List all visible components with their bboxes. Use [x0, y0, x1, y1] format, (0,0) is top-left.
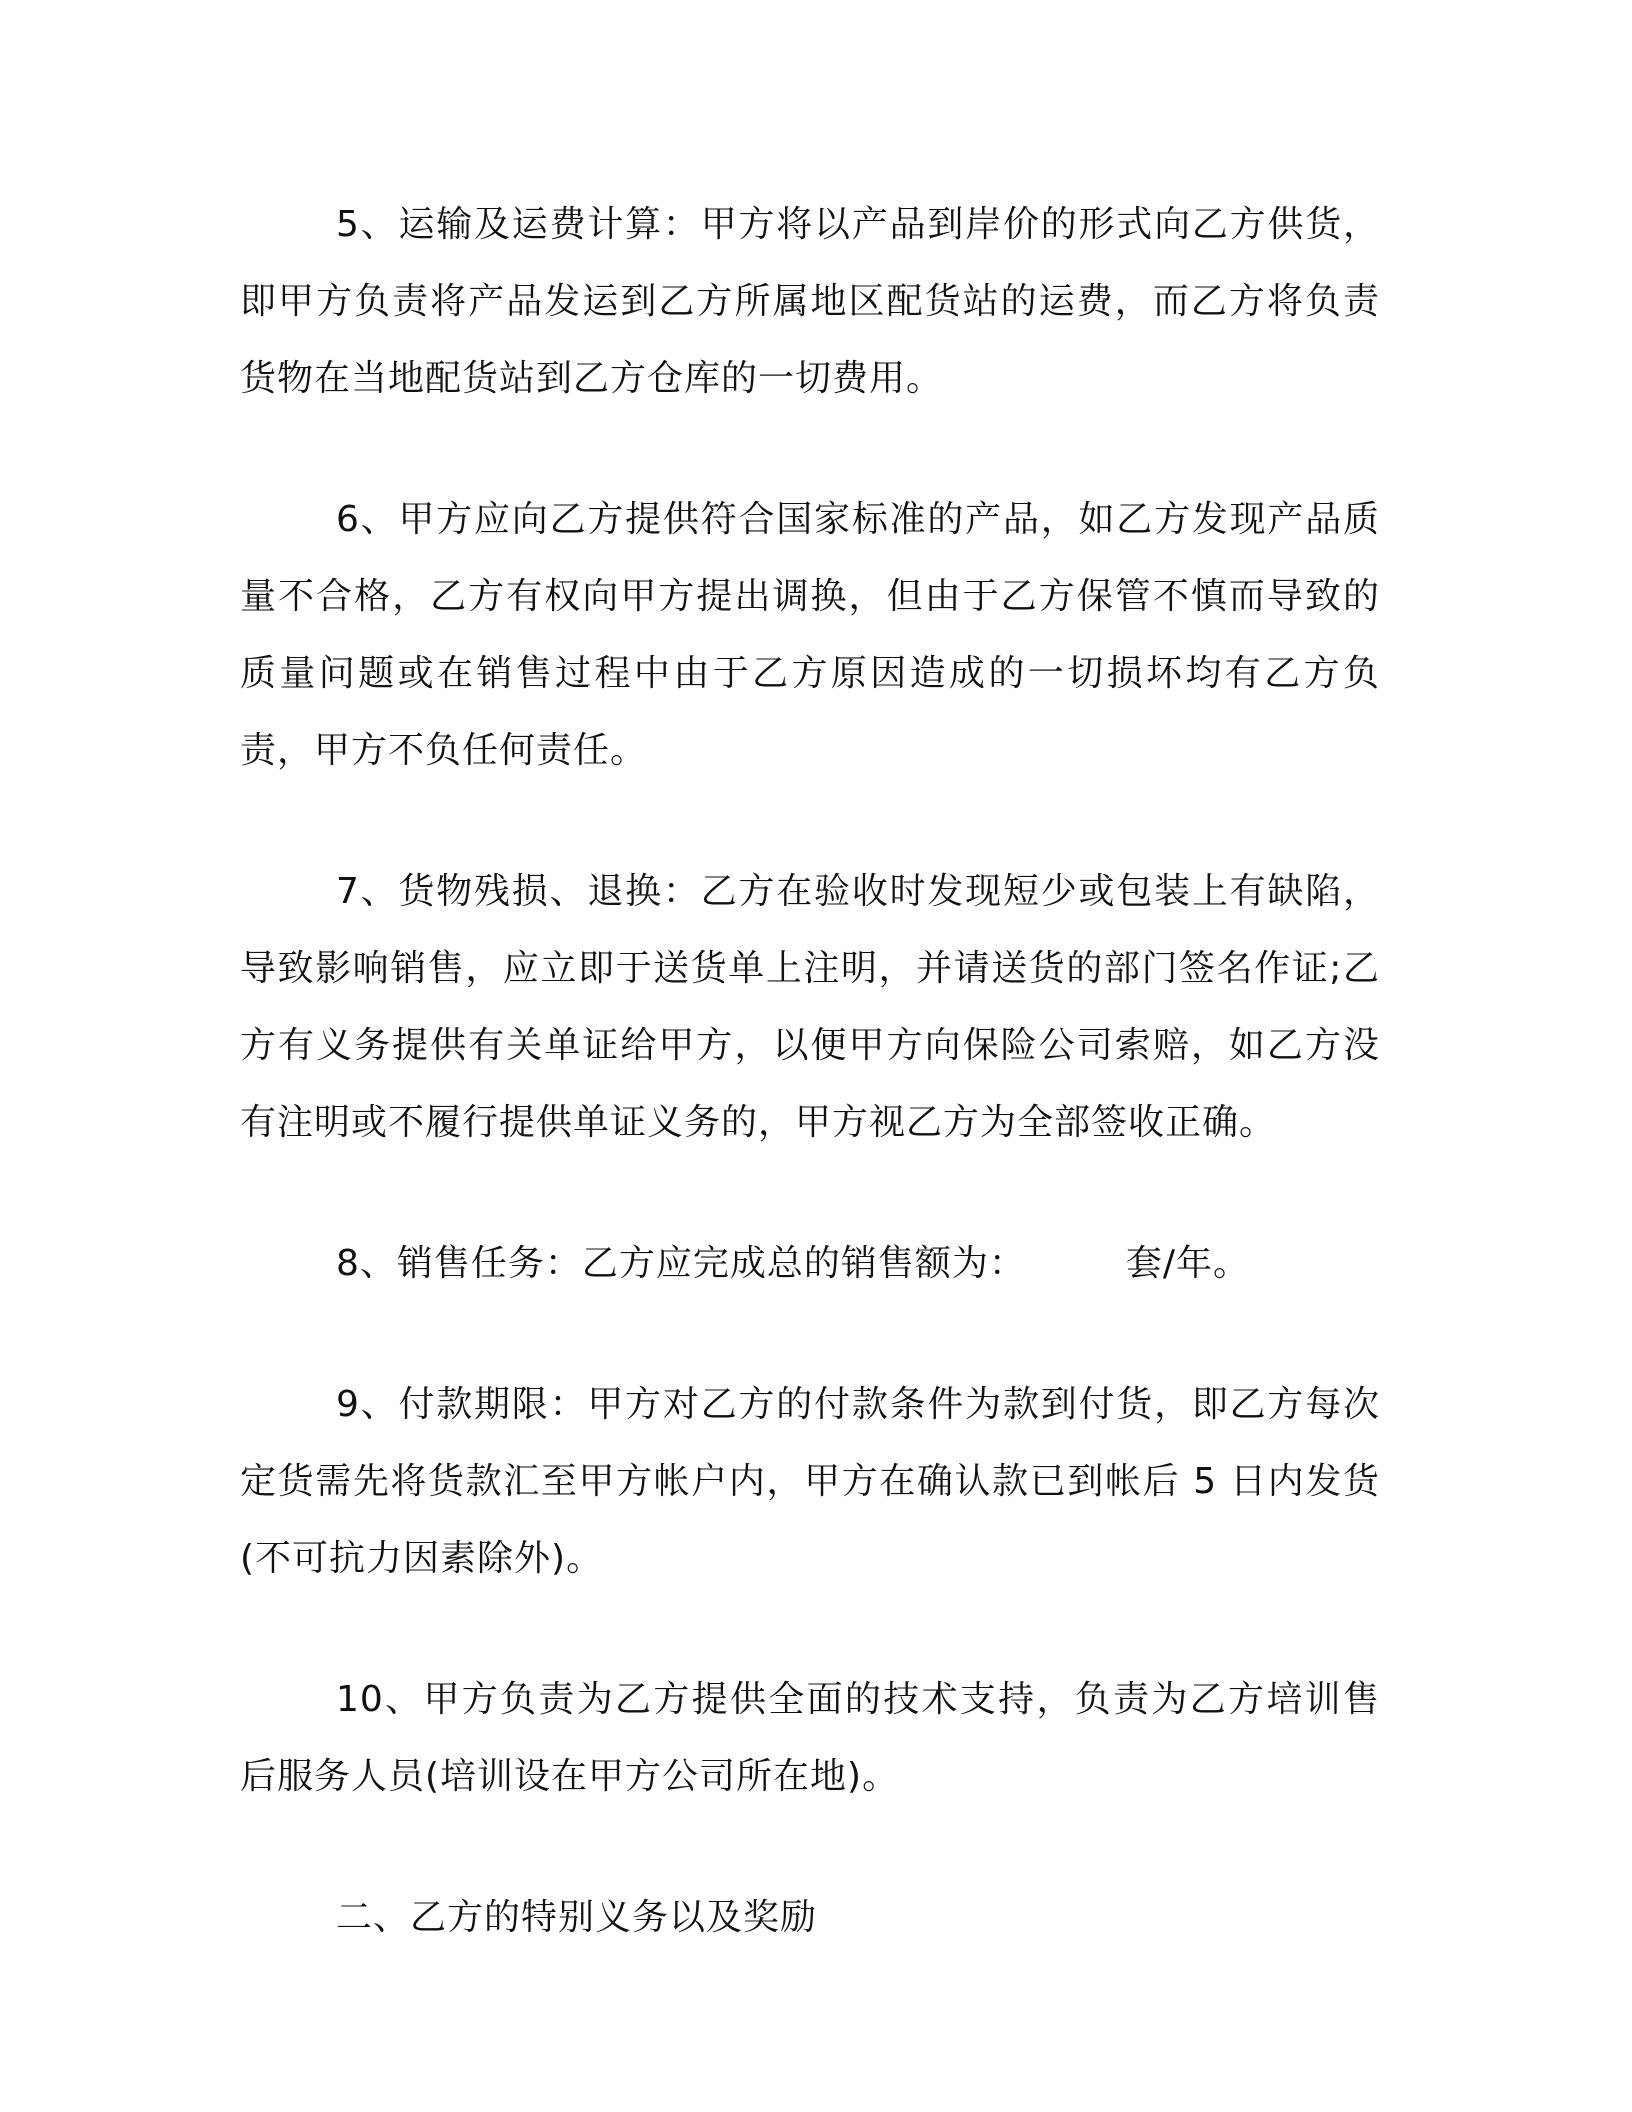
clause-9: 9、付款期限：甲方对乙方的付款条件为款到付货，即乙方每次定货需先将货款汇至甲方帐户内，甲方在确认款已到帐后 5 日内发货(不可抗力因素除外)。: [240, 1384, 1380, 1579]
clause-10: 10、甲方负责为乙方提供全面的技术支持，负责为乙方培训售后服务人员(培训设在甲方公司所在地)。: [240, 1679, 1380, 1797]
section-heading: 二、乙方的特别义务以及奖励: [336, 1897, 818, 1938]
clause-6: 6、甲方应向乙方提供符合国家标准的产品，如乙方发现产品质量不合格，乙方有权向甲方提出调换，但由于乙方保管不慎而导致的质量问题或在销售过程中由于乙方原因造成的一切损坏均有乙方负责，甲方不负任何责任。: [240, 499, 1380, 771]
clause-8-prefix: 8、销售任务：乙方应完成总的销售额为：: [336, 1243, 1026, 1284]
clause-8: [240, 1225, 1380, 1302]
clause-5: 5、运输及运费计算：甲方将以产品到岸价的形式向乙方供货，即甲方负责将产品发运到乙方所属地区配货站的运费，而乙方将负责货物在当地配货站到乙方仓库的一切费用。: [240, 204, 1380, 399]
clause-7: 7、货物残损、退换：乙方在验收时发现短少或包装上有缺陷，导致影响销售，应立即于送货单上注明，并请送货的部门签名作证;乙方有义务提供有关单证给甲方，以便甲方向保险公司索赔，如乙方没有注明或不履行提供单证义务的，甲方视乙方为全部签收正确。: [240, 871, 1380, 1143]
clause-8-suffix: 套/年。: [1125, 1243, 1251, 1284]
document-page: [240, 186, 1380, 2020]
